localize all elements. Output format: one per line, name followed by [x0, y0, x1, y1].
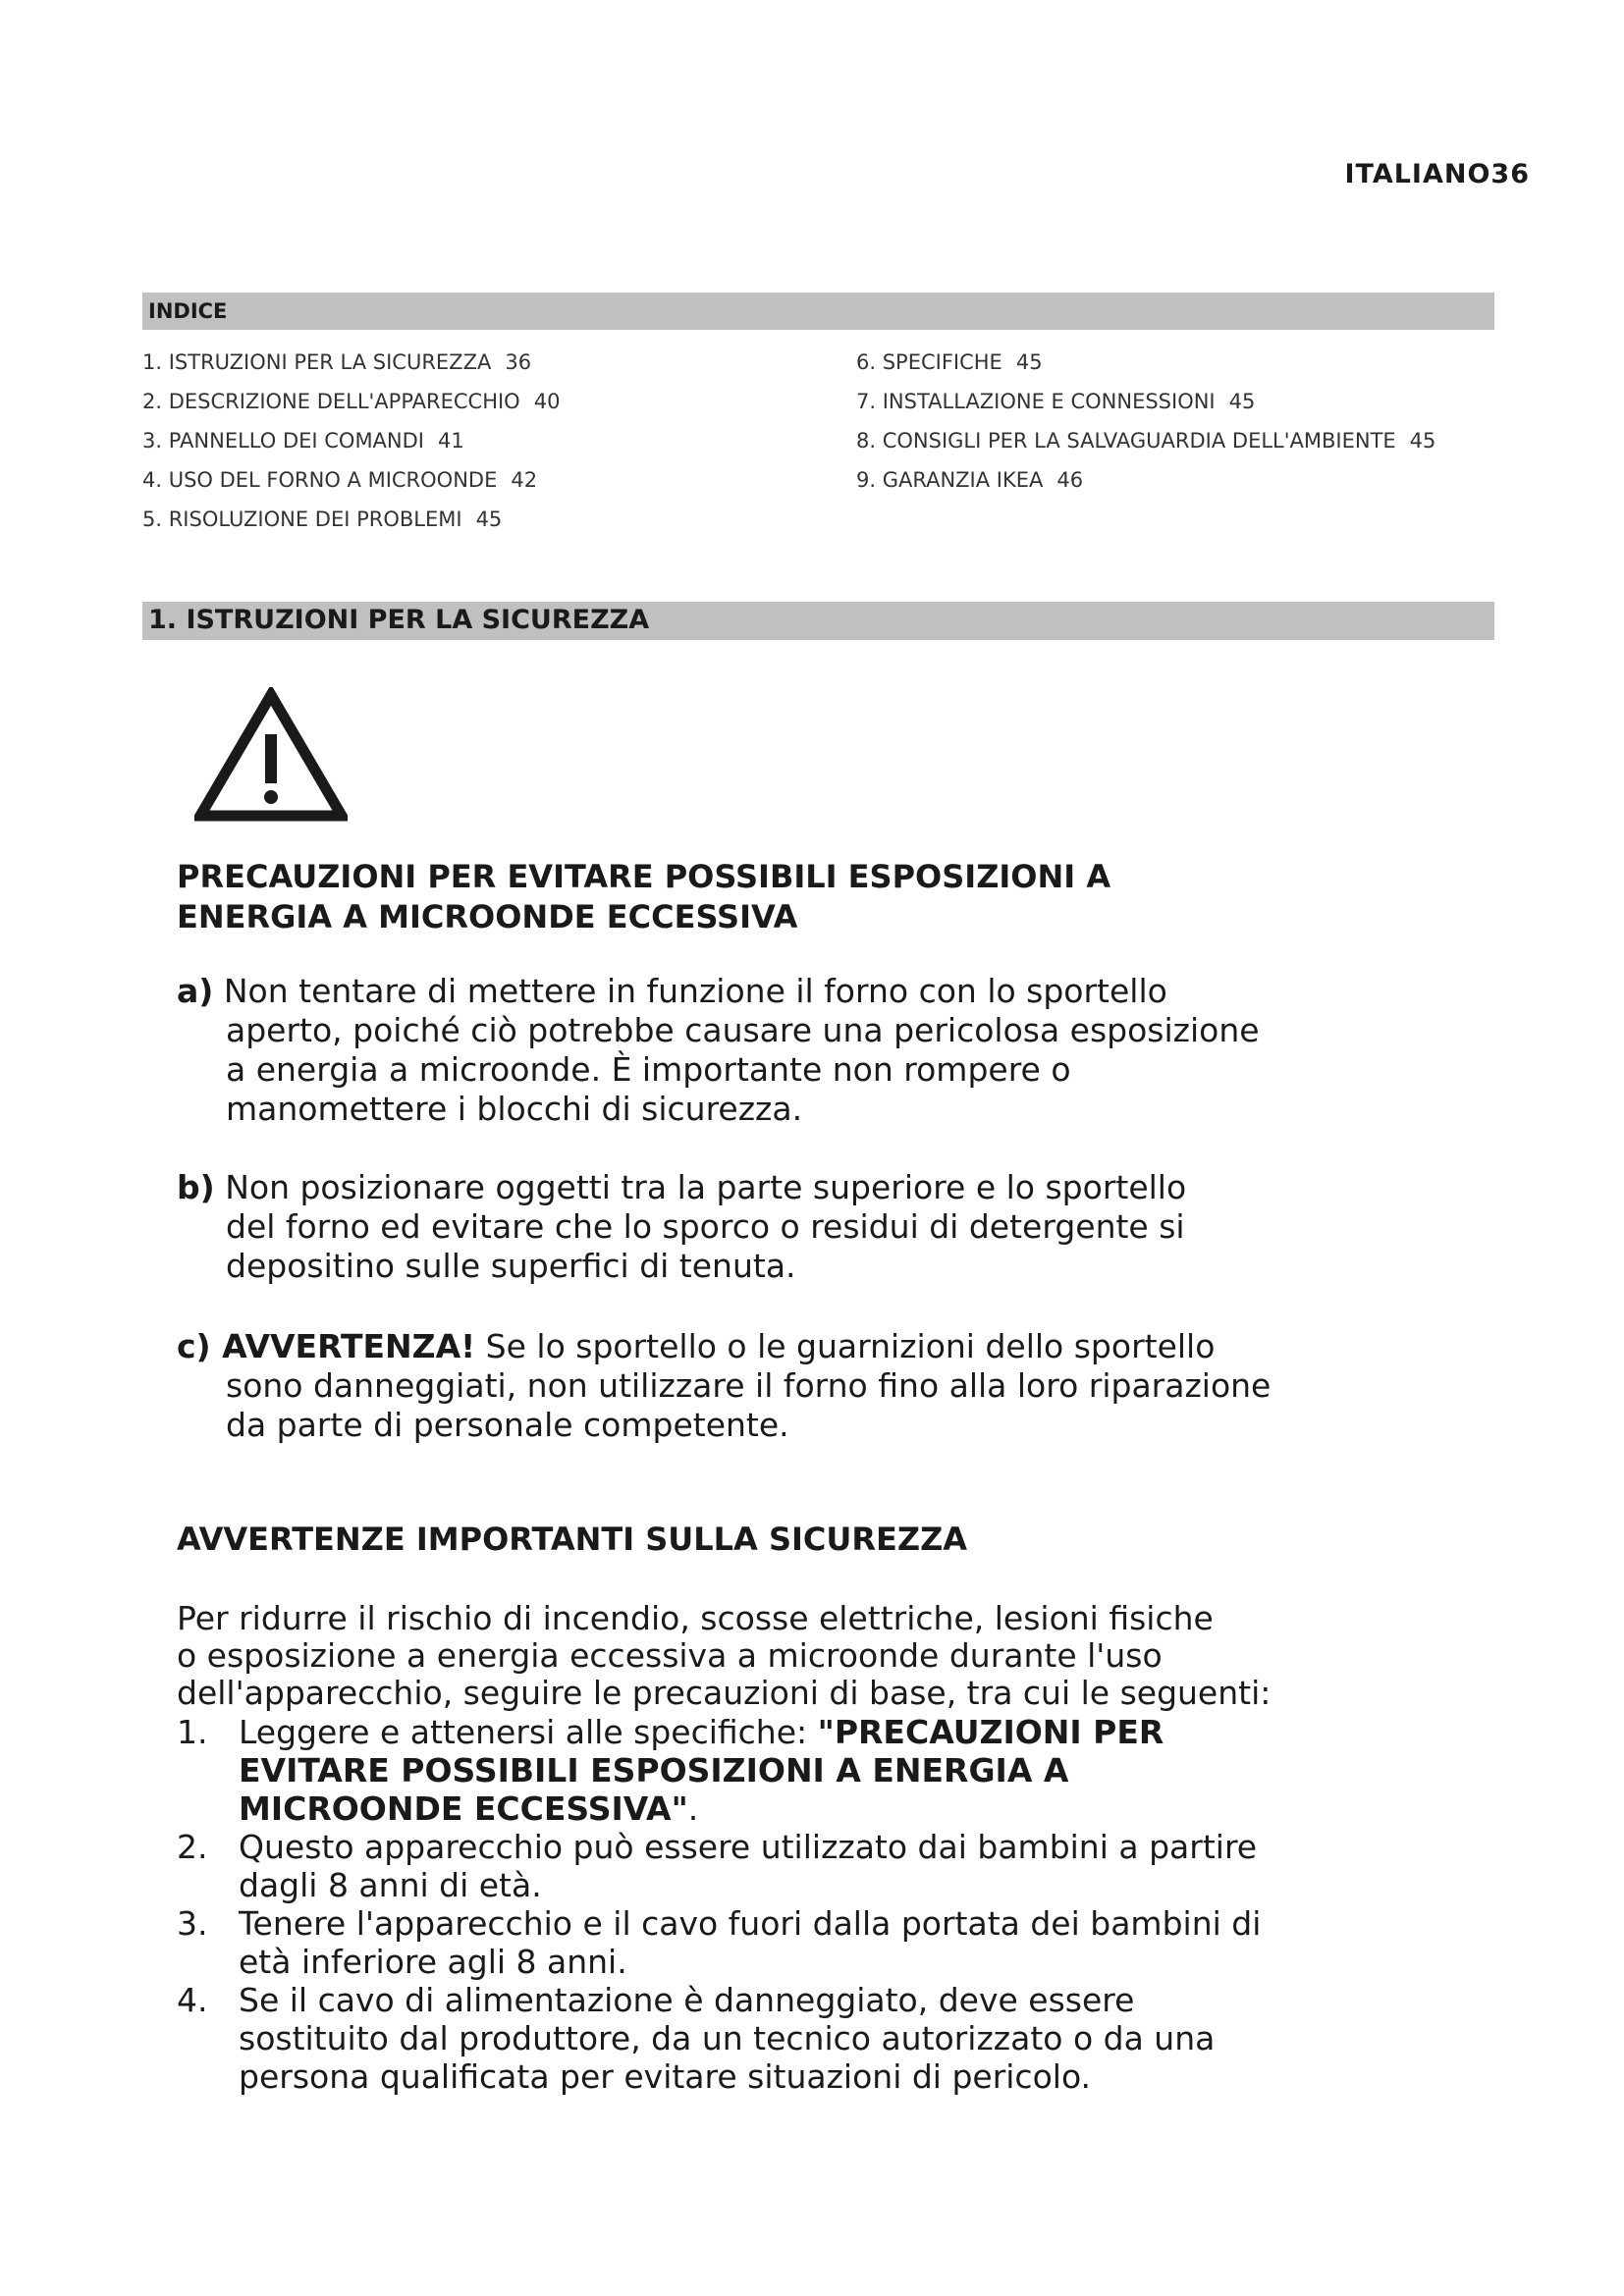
item-text: Non tentare di mettere in funzione il forno con lo sportello: [213, 972, 1167, 1010]
toc-item: [856, 384, 1435, 423]
list-number: 2.: [177, 1828, 208, 1866]
list-text: Questo apparecchio può essere utilizzato dai bambini a partire: [239, 1828, 1258, 1866]
toc-label: 3. PANNELLO DEI COMANDI: [142, 429, 424, 453]
toc-page: 45: [1409, 429, 1436, 453]
toc-label: 4. USO DEL FORNO A MICROONDE: [142, 468, 498, 492]
toc-page: 36: [505, 350, 532, 374]
item-label: b): [177, 1168, 215, 1206]
toc-page: 40: [533, 390, 561, 413]
toc-label: 1. ISTRUZIONI PER LA SICUREZZA: [142, 350, 492, 374]
toc-item: [856, 345, 1435, 384]
toc-page: 46: [1056, 468, 1084, 492]
list-item: [177, 1828, 1355, 1904]
list-text: Tenere l'apparecchio e il cavo fuori dalla portata dei bambini di: [239, 1904, 1262, 1943]
item-text: del forno ed evitare che lo sporco o residui di detergente si: [226, 1207, 1185, 1246]
item-text: manomettere i blocchi di sicurezza.: [226, 1090, 803, 1128]
item-label: a): [177, 972, 214, 1010]
item-text: aperto, poiché ciò potrebbe causare una pericolosa esposizione: [226, 1011, 1260, 1049]
toc-label: 6. SPECIFICHE: [856, 350, 1002, 374]
page-header: ITALIANO36: [1344, 159, 1530, 189]
list-text: sostituito dal produttore, da un tecnico autorizzato o da una: [239, 2019, 1216, 2057]
list-item: [177, 1713, 1355, 1828]
item-text: Non posizionare oggetti tra la parte superiore e lo sportello: [214, 1168, 1187, 1206]
toc-item: [142, 502, 560, 541]
toc-label: 5. RISOLUZIONE DEI PROBLEMI: [142, 507, 462, 531]
list-number: 4.: [177, 1981, 208, 2019]
intro-line: Per ridurre il rischio di incendio, scosse elettriche, lesioni fisiche: [177, 1599, 1214, 1637]
index-title-bar: INDICE: [142, 293, 1494, 330]
list-bold-text: EVITARE POSSIBILI ESPOSIZIONI A ENERGIA A: [239, 1751, 1069, 1789]
list-number: 3.: [177, 1904, 208, 1943]
list-text: Se il cavo di alimentazione è danneggiato, deve essere: [239, 1981, 1135, 2019]
precaution-item-b: [177, 1168, 1345, 1286]
toc-page: 42: [511, 468, 538, 492]
precaution-item-c: [177, 1327, 1345, 1445]
section-title-bar: 1. ISTRUZIONI PER LA SICUREZZA: [142, 602, 1494, 640]
item-label: c): [177, 1327, 211, 1365]
list-bold-text: "PRECAUZIONI PER: [817, 1713, 1164, 1751]
toc-page: 45: [475, 507, 503, 531]
intro-line: dell'apparecchio, seguire le precauzioni di base, tra cui le seguenti:: [177, 1674, 1272, 1712]
list-number: 1.: [177, 1713, 208, 1751]
toc-item: [142, 345, 560, 384]
toc-item: [142, 423, 560, 462]
list-text: .: [687, 1789, 699, 1828]
toc-item: [856, 462, 1435, 502]
index-right-column: [856, 345, 1435, 502]
item-text: Se lo sportello o le guarnizioni dello sportello: [475, 1327, 1216, 1365]
list-text: età inferiore agli 8 anni.: [239, 1943, 627, 1981]
list-text: dagli 8 anni di età.: [239, 1866, 542, 1904]
important-warnings-heading: AVVERTENZE IMPORTANTI SULLA SICUREZZA: [177, 1521, 968, 1558]
toc-label: 9. GARANZIA IKEA: [856, 468, 1044, 492]
intro-paragraph: [177, 1600, 1345, 1712]
toc-label: 7. INSTALLAZIONE E CONNESSIONI: [856, 390, 1216, 413]
safety-list: [177, 1713, 1355, 2096]
index-left-column: [142, 345, 560, 541]
item-text: a energia a microonde. È importante non rompere o: [226, 1050, 1071, 1089]
precaution-item-a: [177, 972, 1345, 1129]
toc-page: 45: [1228, 390, 1256, 413]
heading-line: PRECAUZIONI PER EVITARE POSSIBILI ESPOSIZIONI A: [177, 858, 1111, 895]
warning-triangle-icon: [194, 687, 348, 823]
toc-page: 45: [1015, 350, 1043, 374]
item-text: da parte di personale competente.: [226, 1406, 789, 1444]
list-bold-text: MICROONDE ECCESSIVA": [239, 1789, 688, 1828]
warning-label: AVVERTENZA!: [210, 1327, 476, 1365]
toc-page: 41: [438, 429, 464, 453]
list-item: [177, 1981, 1355, 2096]
toc-label: 8. CONSIGLI PER LA SALVAGUARDIA DELL'AMBIENTE: [856, 429, 1396, 453]
list-text: persona qualificata per evitare situazioni di pericolo.: [239, 2057, 1092, 2096]
toc-label: 2. DESCRIZIONE DELL'APPARECCHIO: [142, 390, 520, 413]
item-text: depositino sulle superfici di tenuta.: [226, 1247, 796, 1285]
list-text: Leggere e attenersi alle specifiche:: [239, 1713, 818, 1751]
toc-item: [142, 384, 560, 423]
toc-item: [856, 423, 1435, 462]
heading-line: ENERGIA A MICROONDE ECCESSIVA: [177, 898, 798, 935]
intro-line: o esposizione a energia eccessiva a microonde durante l'uso: [177, 1636, 1163, 1675]
item-text: sono danneggiati, non utilizzare il forno fino alla loro riparazione: [226, 1366, 1272, 1405]
list-item: [177, 1904, 1355, 1981]
toc-item: [142, 462, 560, 502]
precautions-heading: [177, 857, 1345, 937]
